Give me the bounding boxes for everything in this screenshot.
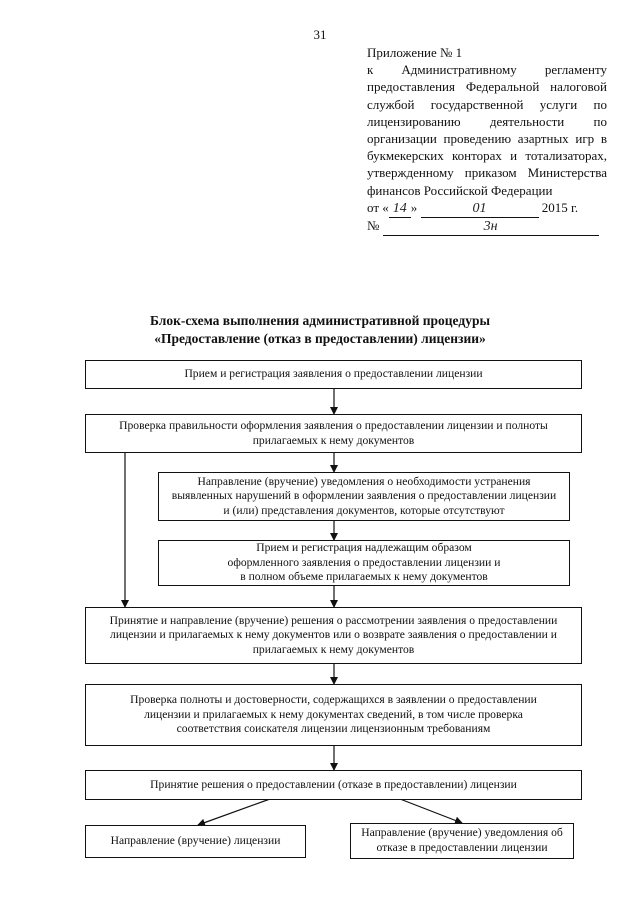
appendix-text: к Административному регламенту предоставления Федеральной налоговой службой государственной услуги по лицензированию деятельности по организации проведению азартных игр в букмекерских конторах и тотализаторах, утвержденному приказом Министерства финансов Российской Федерации <box>367 62 607 198</box>
date-day: 14 <box>389 200 411 218</box>
step-decision-consideration <box>85 607 582 664</box>
step-text: Направление (вручение) лицензии <box>110 834 281 848</box>
step-verify-completeness <box>85 684 582 746</box>
step-notice-violations <box>158 472 570 521</box>
arrow-s7-s8 <box>198 799 270 825</box>
step-text: Прием и регистрация заявления о предоставлении лицензии <box>184 367 483 381</box>
diagram-title-line1: Блок-схема выполнения административной процедуры <box>150 313 490 328</box>
page-number: 31 <box>313 27 327 42</box>
step-refusal-notice <box>350 823 574 859</box>
step-issue-license <box>85 825 306 858</box>
step-text: Направление (вручение) уведомления об отказе в предоставлении лицензии <box>361 826 563 854</box>
number-value: 3н <box>383 218 599 236</box>
step-check-correctness <box>85 414 582 453</box>
date-prefix: от « <box>367 199 389 215</box>
date-month: 01 <box>421 200 539 218</box>
appendix-heading: Приложение № 1 <box>367 45 463 60</box>
step-text: Принятие и направление (вручение) решения о рассмотрении заявления о предоставлении лицензии и прилагаемых к нему документов или о возврате заявления о предоставлении и прилагаемых к нему документов <box>109 613 558 656</box>
step-reception-proper <box>158 540 570 586</box>
arrow-s7-s9 <box>400 799 462 823</box>
step-text: Принятие решения о предоставлении (отказе в предоставлении) лицензии <box>150 777 517 791</box>
diagram-title-line2: «Предоставление (отказ в предоставлении) лицензии» <box>154 331 486 346</box>
date-mid: » <box>410 199 418 215</box>
date-year: 2015 г. <box>541 199 579 215</box>
step-reception-registration <box>85 360 582 389</box>
step-text: Проверка правильности оформления заявления о предоставлении лицензии и полноты прилагаемых к нему документов <box>119 418 548 447</box>
step-text: Прием и регистрация надлежащим образом оформленного заявления о предоставлении лицензии и в полном объеме прилагаемых к нему документов <box>227 541 501 584</box>
step-text: Направление (вручение) уведомления о необходимости устранения выявленных нарушений в оформлении заявления о предоставлении лицензии и (или) представления документов, которые отсутствуют <box>171 474 557 517</box>
step-decision-grant <box>85 770 582 800</box>
step-text: Проверка полноты и достоверности, содержащихся в заявлении о предоставлении лицензии и прилагаемых к нему документах сведений, в том числе проверка соответствия соискателя лицензии лицензионным требованиям <box>130 693 537 736</box>
number-prefix: № <box>367 217 380 233</box>
